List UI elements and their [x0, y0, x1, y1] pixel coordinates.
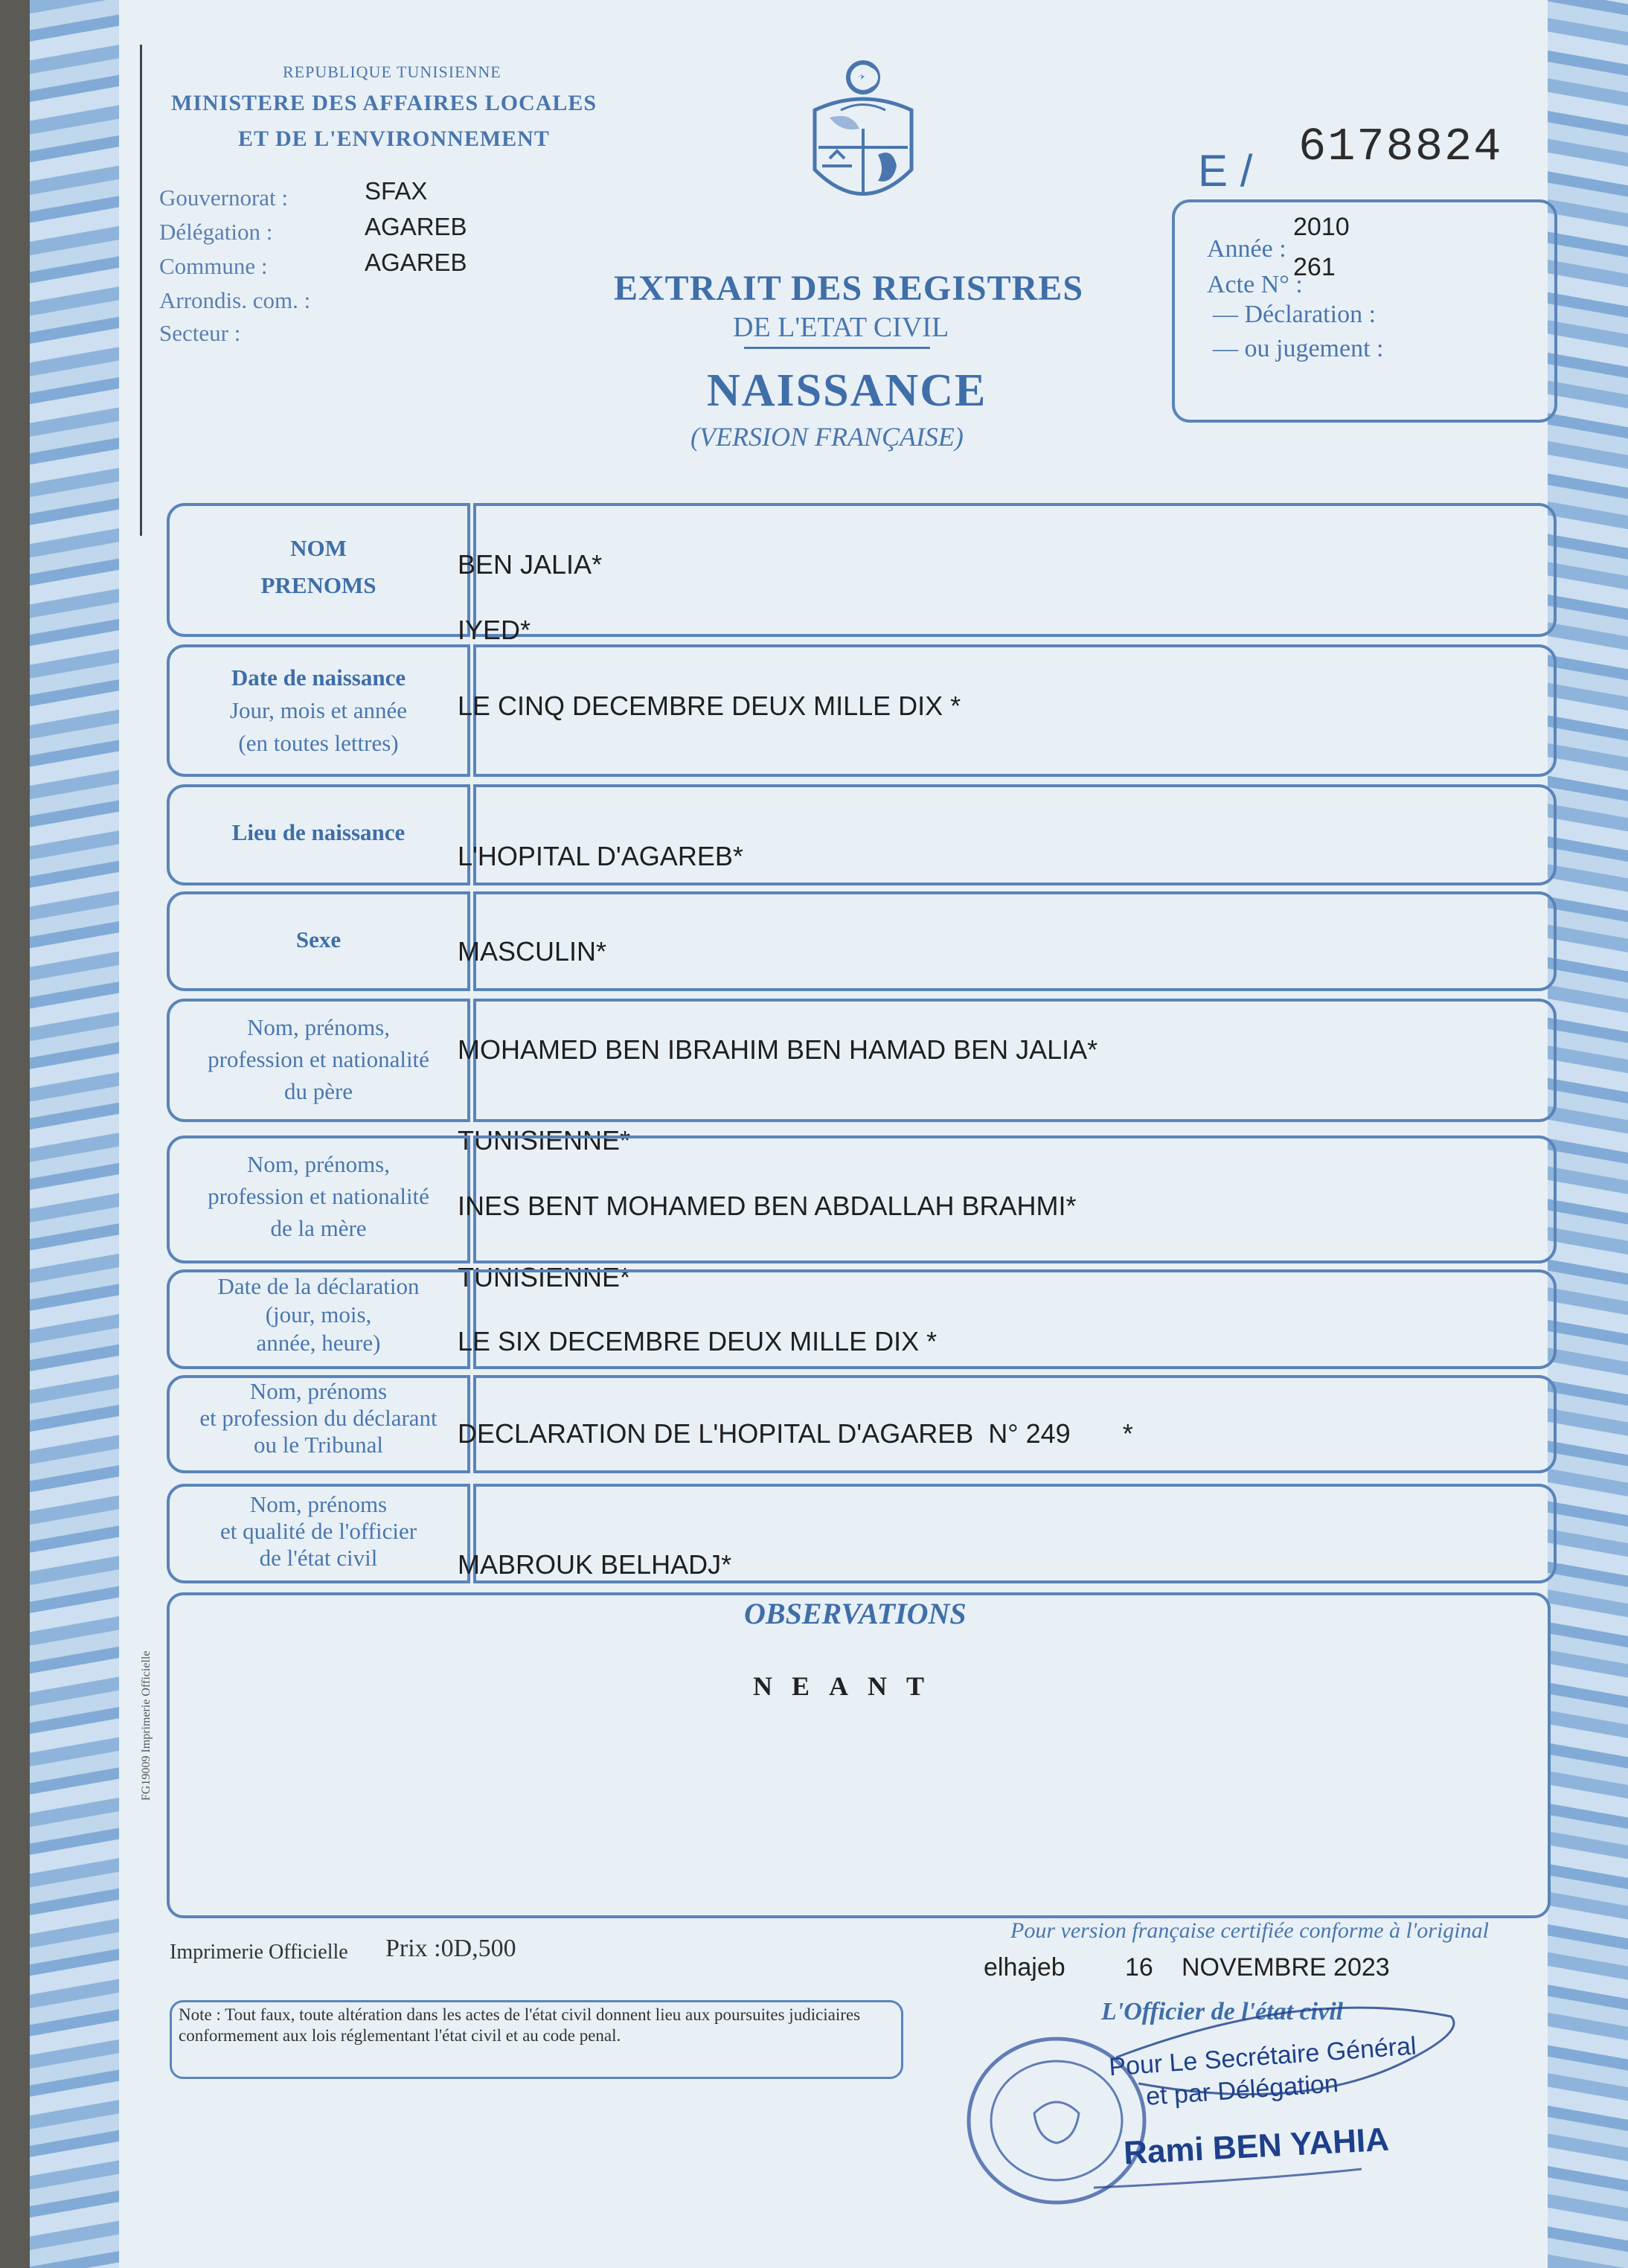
mere-nationalite: TUNISIENNE*	[458, 1262, 631, 1292]
ministere-line1: MINISTERE DES AFFAIRES LOCALES	[171, 91, 597, 115]
observations-text: NEANT	[753, 1671, 944, 1701]
signature-line1: Pour Le Secrétaire Général	[1108, 2031, 1417, 2082]
commune-label: Commune :	[159, 253, 268, 279]
prenoms-label: PRENOMS	[260, 572, 376, 598]
republique-text: REPUBLIQUE TUNISIENNE	[283, 63, 501, 81]
sexe-label: Sexe	[295, 926, 342, 952]
nom-value: BEN JALIA*	[458, 549, 603, 580]
row-nom-value-box	[473, 503, 1557, 637]
gouvernorat-label: Gouvernorat :	[159, 185, 289, 211]
annee-label: Année :	[1207, 235, 1286, 263]
officier-label-3: de l'état civil	[259, 1545, 378, 1571]
delegation-value: AGAREB	[365, 213, 467, 240]
pere-label-1: Nom, prénoms,	[246, 1014, 390, 1040]
declaration-date-value: LE SIX DECEMBRE DEUX MILLE DIX *	[458, 1326, 938, 1356]
pere-nationalite: TUNISIENNE*	[458, 1125, 631, 1156]
officier-title: L'Officier de l'état civil	[1101, 1998, 1344, 2025]
observations-box	[167, 1592, 1551, 1918]
declaration-date-label-3: année, heure)	[256, 1330, 381, 1356]
prenoms-value: IYED*	[458, 615, 531, 645]
mere-label-3: de la mère	[270, 1215, 367, 1241]
row-sexe-value-box	[473, 891, 1557, 991]
lieu-value: L'HOPITAL D'AGAREB*	[458, 841, 743, 871]
prix-value: Prix :0D,500	[385, 1935, 516, 1962]
acte-number: 261	[1293, 253, 1336, 281]
declaration-date-label-1: Date de la déclaration	[217, 1273, 420, 1299]
declaration-label: — Déclaration :	[1213, 301, 1377, 328]
lieu-label: Lieu de naissance	[231, 819, 406, 845]
arrondissement-label: Arrondis. com. :	[159, 287, 311, 313]
officier-label-1: Nom, prénoms	[249, 1491, 388, 1517]
issue-day: 16	[1125, 1953, 1153, 1982]
officier-value: MABROUK BELHADJ*	[458, 1549, 732, 1580]
security-border-right	[1548, 0, 1628, 2268]
serial-number: 6178824	[1298, 121, 1503, 173]
certification-text: Pour version française certifiée conforme à l'original	[1010, 1918, 1489, 1943]
declaration-date-label-2: (jour, mois,	[265, 1301, 372, 1327]
header-divider	[140, 45, 142, 536]
pere-label-2: profession et nationalité	[208, 1046, 429, 1072]
declarant-label-3: ou le Tribunal	[254, 1432, 383, 1458]
date-naissance-sublabel: Jour, mois et année	[229, 697, 408, 723]
annee-value: 2010	[1293, 213, 1350, 241]
serial-prefix: E /	[1198, 146, 1253, 196]
document-title: EXTRAIT DES REGISTRES	[614, 269, 1084, 308]
document-version: (VERSION FRANÇAISE)	[690, 422, 964, 452]
signatory-name: Rami BEN YAHIA	[1122, 2121, 1391, 2172]
delegation-label: Délégation :	[159, 219, 273, 245]
mere-label-2: profession et nationalité	[208, 1183, 429, 1209]
ministere-line2: ET DE L'ENVIRONNEMENT	[238, 126, 550, 151]
mere-value: INES BENT MOHAMED BEN ABDALLAH BRAHMI*	[458, 1191, 1077, 1221]
commune-value: AGAREB	[365, 249, 467, 276]
declarant-label-2: et profession du déclarant	[199, 1405, 438, 1431]
nom-label: NOM	[290, 535, 347, 561]
date-naissance-value: LE CINQ DECEMBRE DEUX MILLE DIX *	[458, 691, 961, 721]
observations-title: OBSERVATIONS	[744, 1597, 967, 1630]
legal-note-text: Note : Tout faux, toute altération dans les actes de l'état civil donnent lieu aux poursuites judiciaires conformement aux lois réglementant l'état civil et au code penal.	[179, 2005, 861, 2045]
mere-label-1: Nom, prénoms,	[246, 1151, 390, 1177]
officier-label-2: et qualité de l'officier	[219, 1518, 417, 1544]
jugement-label: — ou jugement :	[1213, 335, 1384, 362]
document-subtitle: DE L'ETAT CIVIL	[733, 312, 949, 343]
security-border-left	[30, 0, 119, 2268]
coat-of-arms-icon	[800, 58, 926, 218]
pere-value: MOHAMED BEN IBRAHIM BEN HAMAD BEN JALIA*	[458, 1034, 1098, 1065]
declarant-value: DECLARATION DE L'HOPITAL D'AGAREB N° 249 *	[458, 1418, 1133, 1449]
imprimerie-label: Imprimerie Officielle	[170, 1941, 348, 1964]
declarant-label-1: Nom, prénoms	[249, 1378, 388, 1404]
date-naissance-label: Date de naissance	[231, 664, 406, 691]
signature-line2: et par Délégation	[1144, 2069, 1339, 2111]
date-naissance-note: (en toutes lettres)	[238, 730, 399, 756]
title-underline	[744, 347, 930, 349]
sexe-value: MASCULIN*	[458, 936, 607, 967]
side-print-code: FG19009 Imprimerie Officielle	[140, 1650, 153, 1801]
document-type: NAISSANCE	[707, 365, 987, 416]
issue-month-year: NOVEMBRE 2023	[1182, 1953, 1390, 1982]
acte-label: Acte N° :	[1207, 271, 1303, 298]
secteur-label: Secteur :	[159, 320, 241, 346]
pere-label-3: du père	[283, 1078, 353, 1104]
issue-place: elhajeb	[984, 1953, 1065, 1982]
gouvernorat-value: SFAX	[365, 177, 428, 205]
